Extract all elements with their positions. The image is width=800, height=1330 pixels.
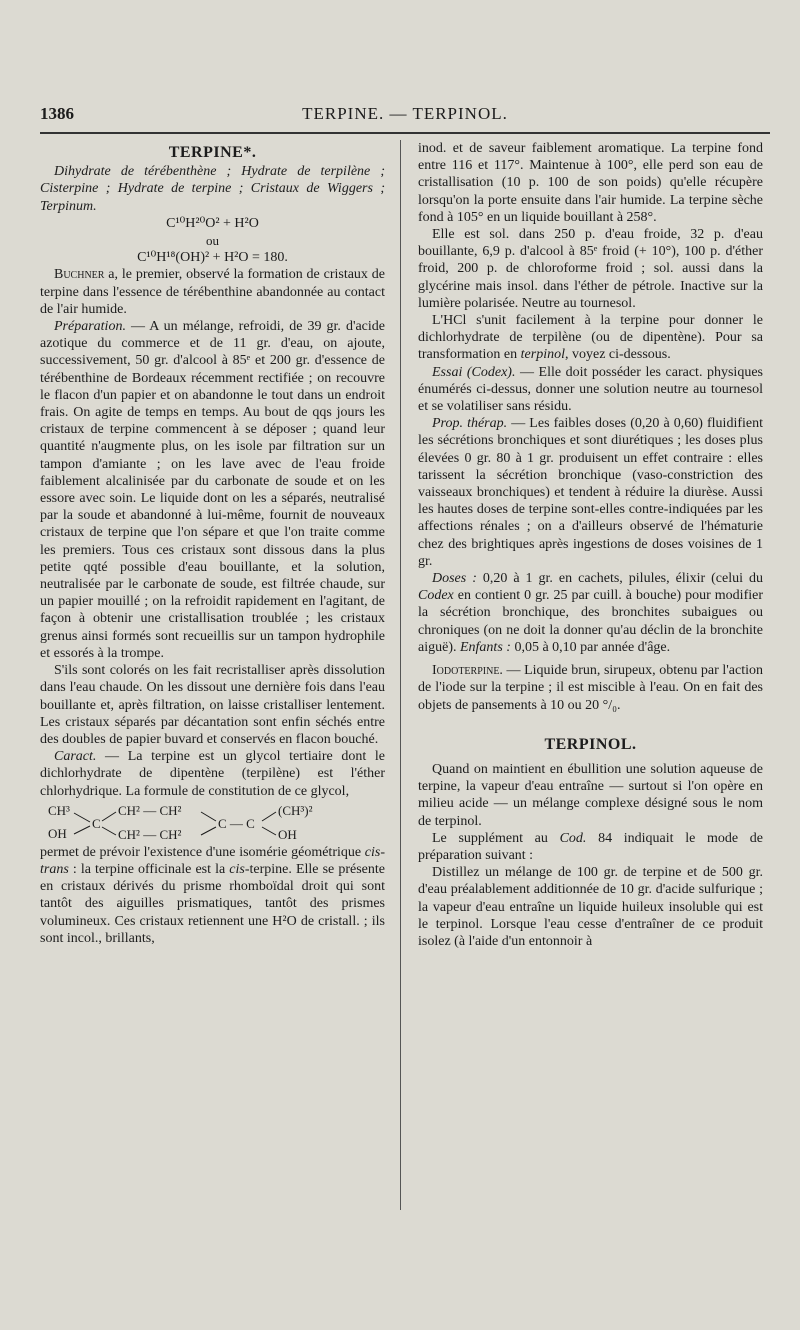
structural-formula (46, 802, 376, 842)
essai-paragraph: Essai (Codex). — Elle doit posséder les caract. physiques énumérés ci-dessus, donner une solution neutre au tournesol et se volatiliser sans résidu. (418, 364, 763, 415)
essai-label: Essai (Codex). (432, 364, 516, 380)
column-divider (400, 140, 401, 1210)
solubility-paragraph: Elle est sol. dans 250 p. d'eau froide, 32 p. d'eau bouillante, 6,9 p. d'alcool à 85ᵉ froid (+ 10°), 100 p. d'éther froid, 200 p. de chloroforme froid ; sol. aussi dans la glycérine mais insol. dans l'éther de pétrole. Inactive sur la lumière polarisée. Neutre au tournesol. (418, 227, 763, 311)
preparation-paragraph: Préparation. — A un mélange, refroidi, de 39 gr. d'acide azotique du commerce et de 11 gr. d'eau, on ajoute, successivement, 50 gr. d'alcool à 85ᵉ et 200 gr. d'essence de térébenthine de Bordeaux récemment rectifiée ; on recouvre le flacon d'un papier et on abandonne le tout dans un endroit frais. On agite de temps en temps. Au bout de qqs jours les cristaux de terpine commencent à se déposer ; quand leur quantité n'augmente plus, on les isole par filtration sur un tampon d'amiante ; on les lave avec de l'eau froide faiblement alcalinisée par du carbonate de soude et on les essore avec soin. Le liquide dont on les a séparés, neutralisé par la soude et abandonné à lui-même, fournit de nouveaux cristaux de terpine que l'on sépare et que l'on traite comme les premiers. Tous ces cristaux sont dissous dans la plus petite qqté possible d'eau bouillante, et la solution, neutralisée par le carbonate de soude, est filtrée chaude, sur un papier mouillé ; on la refroidit rapidement en l'agitant, de façon à obtenir une cristallisation troublée ; les cristaux grenus ainsi formés sont recueillis sur un tampon hydrophile et essorés à la trompe. (40, 319, 385, 661)
caract-label: Caract. (54, 749, 97, 765)
right-column (418, 140, 763, 950)
iodoterpine-paragraph: Iodoterpine. — Liquide brun, sirupeux, obtenu par l'action de l'iode sur la terpine ; il est miscible à l'eau. On en fait des objets de pansements à 10 ou 20 °/₀. (418, 663, 763, 713)
characteristics-paragraph: Caract. — La terpine est un glycol tertiaire dont le dichlorhydrate de dipentène (terpilène) est l'éther chlorhydrique. La formule de constitution de ce glycol, (40, 749, 385, 799)
formula-2: C¹⁰H¹⁸(OH)² + H²O = 180. (137, 250, 288, 266)
formula-or: ou (206, 233, 219, 249)
struct-c-left: C (92, 815, 101, 831)
terpinol-intro: Quand on maintient en ébullition une solution aqueuse de terpine, la vapeur d'eau entraîne — surtout si l'on opère en milieu acide — un mélange complexe désigné sous le nom de terpinol. (418, 761, 763, 829)
formula-1: C¹⁰H²⁰O² + H²O (166, 215, 259, 231)
recrystallization-paragraph: S'ils sont colorés on les fait recristalliser après dissolution dans l'eau chaude. On les dissout une dernière fois dans l'eau bouillante et, après filtration, on laisse cristalliser lentement. Les cristaux séparés par décantation sont enfin séchés entre des doubles de papier buvard et conservés en flacon bouché. (40, 663, 385, 747)
isomerism-paragraph: permet de prévoir l'existence d'une isomérie géométrique cis-trans : la terpine officinale est la cis-terpine. Elle se présente en cristaux dérivés du prisme rhomboïdal droit qui sont tantôt des aiguilles prismatiques, tantôt des prismes volumineux. Ces cristaux retiennent une H²O de cristall. ; ils sont incol., brillants, (40, 844, 385, 946)
left-column (40, 140, 385, 947)
author-name: Buchner (54, 267, 105, 283)
struct-ch3: CH³ (48, 802, 70, 818)
iodoterpine-label: Iodoterpine. (432, 663, 503, 679)
section-title-terpine: TERPINE*. (168, 144, 257, 161)
intro-paragraph: Buchner a, le premier, observé la formation de cristaux de terpine dans l'essence de térébenthine abandonnée au contact de l'air humide. (40, 267, 385, 317)
struct-c-right: C — C (218, 815, 255, 831)
synonyms: Dihydrate de térébenthène ; Hydrate de terpilène ; Cisterpine ; Hydrate de terpine ; Cristaux de Wiggers ; Terpinum. (40, 164, 385, 214)
distillation-paragraph: Distillez un mélange de 100 gr. de terpine et de 500 gr. d'eau préalablement additionnée de 10 gr. d'acide sulfurique ; la vapeur d'eau entraîne un liquide huileux insoluble qui est le terpinol. Lorsque l'eau cesse d'entraîner de ce produit isolez (à l'aide d'un entonnoir à (418, 865, 763, 949)
supplement-paragraph: Le supplément au Cod. 84 indiquait le mode de préparation suivant : (418, 830, 763, 863)
struct-ch2-top: CH² — CH² (118, 802, 182, 818)
struct-ch2-bottom: CH² — CH² (118, 826, 182, 842)
running-title: TERPINE. — TERPINOL. (302, 104, 508, 123)
struct-ch3-2: (CH³)² (278, 802, 313, 818)
therapeutic-paragraph: Prop. thérap. — Les faibles doses (0,20 à 0,60) fluidifient les sécrétions bronchiques et sont diurétiques ; les doses plus élevées 0 gr. 80 à 1 gr. produisent un effet contraire : elles tarissent la sécrétion bronchique (vaso-constriction des vaisseaux bronchiques) et tendent à réduire la diurèse. Aussi les hautes doses de terpine sont-elles contre-indiquées par les affections rénales ; on a d'ailleurs observé de l'hématurie chez des brightiques après ingestions de doses voisines de 1 gr. (418, 416, 763, 569)
page-header (40, 104, 770, 134)
struct-oh-right: OH (278, 826, 297, 842)
hcl-paragraph: L'HCl s'unit facilement à la terpine pour donner le dichlorhydrate de terpilène (ou de dipentène). Pour sa transformation en terpinol, voyez ci-dessous. (418, 313, 763, 363)
section-title-terpinol: TERPINOL. (544, 735, 637, 753)
doses-paragraph: Doses : 0,20 à 1 gr. en cachets, pilules, élixir (celui du Codex en contient 0 gr. 25 par cuill. à bouche) pour modifier la sécrétion bronchique, des bronchites subaigues ou chroniques (on ne doit la donner qu'au déclin de la bronchite aiguë). Enfants : 0,05 à 0,10 par année d'âge. (418, 571, 763, 655)
header-rule (40, 132, 770, 134)
prop-label: Prop. thérap. (432, 416, 508, 432)
page-number: 1386 (40, 104, 74, 123)
doses-label: Doses : (432, 571, 477, 587)
properties-paragraph: inod. et de saveur faiblement aromatique. La terpine fond entre 116 et 117°. Maintenue à 100°, elle perd son eau de cristallisation (10 p. 100 de son poids) qu'elle récupère lorsqu'on la porte ensuite dans l'air humide. La terpine sèche fond à 105° en un liquide bouillant à 258°. (418, 141, 763, 225)
struct-oh-left: OH (48, 825, 67, 841)
preparation-label: Préparation. (54, 319, 126, 335)
